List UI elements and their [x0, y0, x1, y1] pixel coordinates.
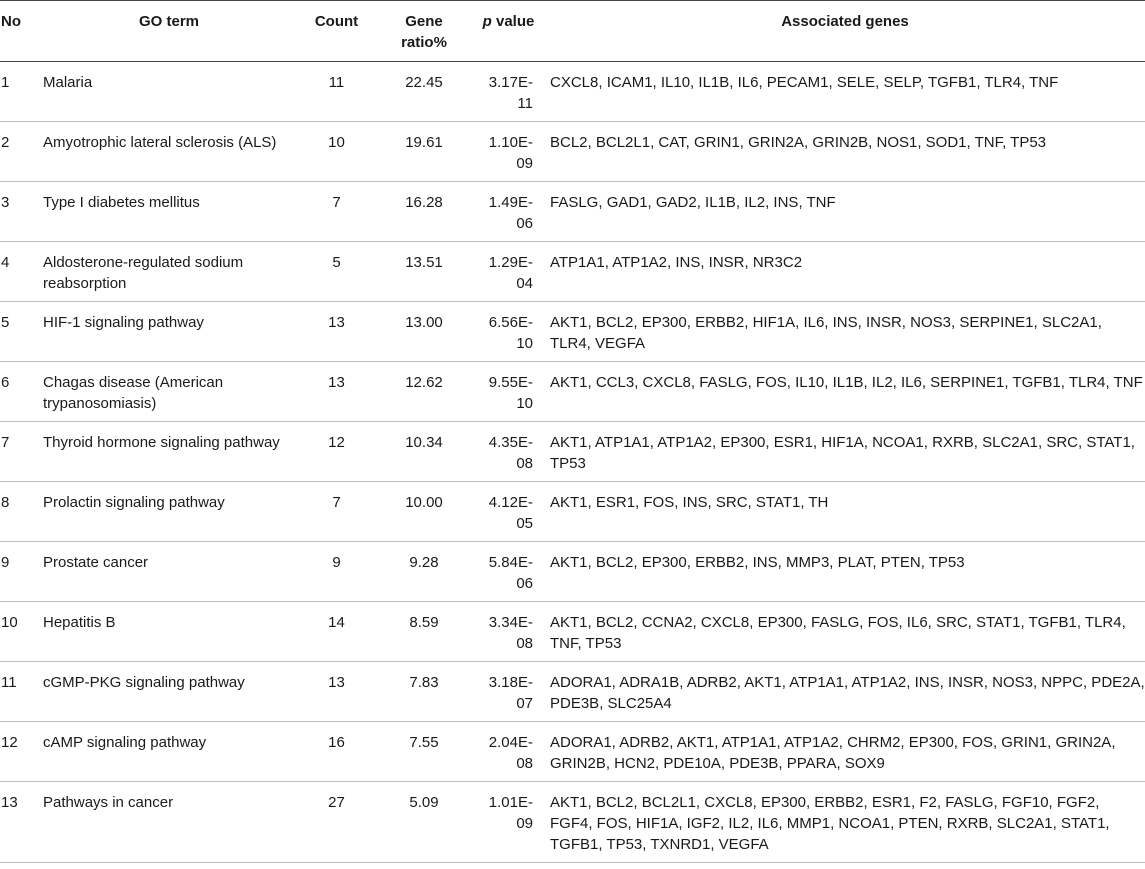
p-value-exponent: 08: [516, 755, 533, 772]
header-associated-genes: Associated genes: [781, 13, 909, 30]
row-go-term: HIF-1 signaling pathway: [43, 314, 204, 331]
p-value-mantissa: 1.49E-: [488, 194, 533, 211]
table-row: [0, 182, 1145, 242]
row-gene-ratio: 10.00: [405, 494, 443, 511]
row-p-value: [472, 722, 545, 782]
p-value-exponent: 07: [516, 695, 533, 712]
row-associated-genes: AKT1, CCL3, CXCL8, FASLG, FOS, IL10, IL1B, IL2, IL6, SERPINE1, TGFB1, TLR4, TNF: [550, 374, 1143, 391]
row-gene-ratio: 10.34: [405, 434, 443, 451]
row-associated-genes: AKT1, BCL2, EP300, ERBB2, INS, MMP3, PLAT, PTEN, TP53: [550, 554, 965, 571]
row-p-value: [472, 542, 545, 602]
row-gene-ratio: 19.61: [405, 134, 443, 151]
p-value-mantissa: 2.04E-: [488, 734, 533, 751]
row-count: 14: [328, 614, 345, 631]
row-no: 10: [1, 614, 18, 631]
row-associated-genes: CXCL8, ICAM1, IL10, IL1B, IL6, PECAM1, SELE, SELP, TGFB1, TLR4, TNF: [550, 74, 1059, 91]
row-no: 7: [1, 434, 10, 451]
row-gene-ratio: 5.09: [409, 794, 439, 811]
row-associated-genes: AKT1, BCL2, EP300, ERBB2, HIF1A, IL6, INS, INSR, NOS3, SERPINE1, SLC2A1, TLR4, VEGFA: [550, 314, 1102, 352]
row-count: 7: [332, 194, 341, 211]
row-associated-genes: FASLG, GAD1, GAD2, IL1B, IL2, INS, TNF: [550, 194, 836, 211]
row-gene-ratio: 16.28: [405, 194, 443, 211]
p-value-mantissa: 4.12E-: [488, 494, 533, 511]
p-value-mantissa: 9.55E-: [488, 374, 533, 391]
p-value-exponent: 04: [516, 275, 533, 292]
row-no: 1: [1, 74, 10, 91]
row-associated-genes: AKT1, ESR1, FOS, INS, SRC, STAT1, TH: [550, 494, 829, 511]
row-count: 27: [328, 794, 345, 811]
p-value-mantissa: 3.34E-: [488, 614, 533, 631]
row-go-term: Malaria: [43, 74, 93, 91]
header-gene-ratio-line1: Gene: [405, 13, 443, 30]
row-associated-genes: ATP1A1, ATP1A2, INS, INSR, NR3C2: [550, 254, 803, 271]
p-value-exponent: 09: [516, 815, 533, 832]
p-value-exponent: 08: [516, 635, 533, 652]
table-header: [0, 1, 1145, 62]
row-p-value: [472, 482, 545, 542]
p-value-mantissa: 1.29E-: [488, 254, 533, 271]
row-gene-ratio: 13.51: [405, 254, 443, 271]
row-no: 2: [1, 134, 10, 151]
row-gene-ratio: 9.28: [409, 554, 439, 571]
row-p-value: [472, 782, 545, 863]
row-gene-ratio: 7.83: [409, 674, 439, 691]
table-row: [0, 602, 1145, 662]
header-p-value: [472, 1, 545, 62]
row-associated-genes: ADORA1, ADRA1B, ADRB2, AKT1, ATP1A1, ATP1A2, INS, INSR, NOS3, NPPC, PDE2A, PDE3B, SLC25A4: [550, 674, 1145, 712]
table-row: [0, 242, 1145, 302]
p-value-mantissa: 5.84E-: [488, 554, 533, 571]
p-value-exponent: 10: [516, 395, 533, 412]
p-value-exponent: 10: [516, 335, 533, 352]
row-count: 13: [328, 314, 345, 331]
p-value-exponent: 06: [516, 575, 533, 592]
header-gene-ratio-line2: ratio%: [401, 34, 447, 51]
row-count: 9: [332, 554, 341, 571]
row-count: 13: [328, 674, 345, 691]
row-count: 13: [328, 374, 345, 391]
table-row: [0, 422, 1145, 482]
row-p-value: [472, 122, 545, 182]
row-p-value: [472, 182, 545, 242]
row-go-term: Prolactin signaling pathway: [43, 494, 225, 511]
header-p-rest: value: [491, 13, 535, 30]
table-row: [0, 722, 1145, 782]
row-associated-genes: AKT1, ATP1A1, ATP1A2, EP300, ESR1, HIF1A, NCOA1, RXRB, SLC2A1, SRC, STAT1, TP53: [550, 434, 1135, 472]
header-go-term: GO term: [138, 13, 199, 30]
row-associated-genes: ADORA1, ADRB2, AKT1, ATP1A1, ATP1A2, CHRM2, EP300, FOS, GRIN1, GRIN2A, GRIN2B, HCN2, PDE10A, PDE3B, PPARA, SOX9: [550, 734, 1116, 772]
row-go-term: Type I diabetes mellitus: [43, 194, 200, 211]
row-p-value: [472, 242, 545, 302]
header-gene-ratio: [376, 1, 472, 62]
row-gene-ratio: 13.00: [405, 314, 443, 331]
header-row: [0, 1, 1145, 62]
row-gene-ratio: 22.45: [405, 74, 443, 91]
row-count: 7: [332, 494, 341, 511]
row-p-value: [472, 662, 545, 722]
row-no: 13: [1, 794, 18, 811]
row-go-term: Hepatitis B: [43, 614, 116, 631]
row-go-term: Thyroid hormone signaling pathway: [43, 434, 280, 451]
p-value-exponent: 08: [516, 455, 533, 472]
row-go-term: Aldosterone-regulated sodium reabsorption: [43, 254, 244, 292]
table-body: [0, 62, 1145, 863]
row-associated-genes: AKT1, BCL2, CCNA2, CXCL8, EP300, FASLG, FOS, IL6, SRC, STAT1, TGFB1, TLR4, TNF, TP53: [550, 614, 1126, 652]
table-row: [0, 302, 1145, 362]
row-associated-genes: AKT1, BCL2, BCL2L1, CXCL8, EP300, ERBB2, ESR1, F2, FASLG, FGF10, FGF2, FGF4, FOS, HIF1A, IGF2, IL2, IL6, MMP1, NCOA1, PTEN, RXRB, SLC2A1, STAT1, TGFB1, TP53, TXNRD1, VEGFA: [550, 794, 1110, 853]
p-value-exponent: 09: [516, 155, 533, 172]
p-value-mantissa: 6.56E-: [488, 314, 533, 331]
row-count: 16: [328, 734, 345, 751]
header-count: Count: [314, 13, 359, 30]
p-value-exponent: 05: [516, 515, 533, 532]
header-p-italic: p: [482, 13, 492, 30]
row-p-value: [472, 602, 545, 662]
row-p-value: [472, 62, 545, 122]
p-value-exponent: 06: [516, 215, 533, 232]
row-p-value: [472, 362, 545, 422]
header-no: No: [1, 13, 21, 30]
row-count: 12: [328, 434, 345, 451]
row-count: 11: [328, 74, 345, 91]
row-count: 5: [332, 254, 341, 271]
row-no: 6: [1, 374, 10, 391]
p-value-mantissa: 3.18E-: [488, 674, 533, 691]
table-row: [0, 542, 1145, 602]
p-value-mantissa: 1.01E-: [488, 794, 533, 811]
row-no: 9: [1, 554, 10, 571]
row-go-term: Prostate cancer: [43, 554, 149, 571]
p-value-mantissa: 3.17E-: [488, 74, 533, 91]
row-no: 11: [1, 674, 17, 691]
row-go-term: cAMP signaling pathway: [43, 734, 207, 751]
table-row: [0, 782, 1145, 863]
row-p-value: [472, 422, 545, 482]
table-row: [0, 662, 1145, 722]
p-value-mantissa: 4.35E-: [488, 434, 533, 451]
table-row: [0, 482, 1145, 542]
row-associated-genes: BCL2, BCL2L1, CAT, GRIN1, GRIN2A, GRIN2B, NOS1, SOD1, TNF, TP53: [550, 134, 1047, 151]
row-no: 8: [1, 494, 10, 511]
row-go-term: Chagas disease (American trypanosomiasis): [43, 374, 224, 412]
row-p-value: [472, 302, 545, 362]
row-go-term: Pathways in cancer: [43, 794, 174, 811]
row-no: 3: [1, 194, 10, 211]
row-no: 12: [1, 734, 18, 751]
row-count: 10: [328, 134, 345, 151]
table-row: [0, 362, 1145, 422]
row-go-term: Amyotrophic lateral sclerosis (ALS): [43, 134, 277, 151]
table-row: [0, 122, 1145, 182]
row-no: 4: [1, 254, 10, 271]
row-go-term: cGMP-PKG signaling pathway: [43, 674, 245, 691]
row-gene-ratio: 7.55: [409, 734, 439, 751]
p-value-exponent: 11: [517, 95, 533, 112]
row-gene-ratio: 12.62: [405, 374, 443, 391]
p-value-mantissa: 1.10E-: [488, 134, 533, 151]
row-no: 5: [1, 314, 10, 331]
table-row: [0, 62, 1145, 122]
row-gene-ratio: 8.59: [409, 614, 439, 631]
